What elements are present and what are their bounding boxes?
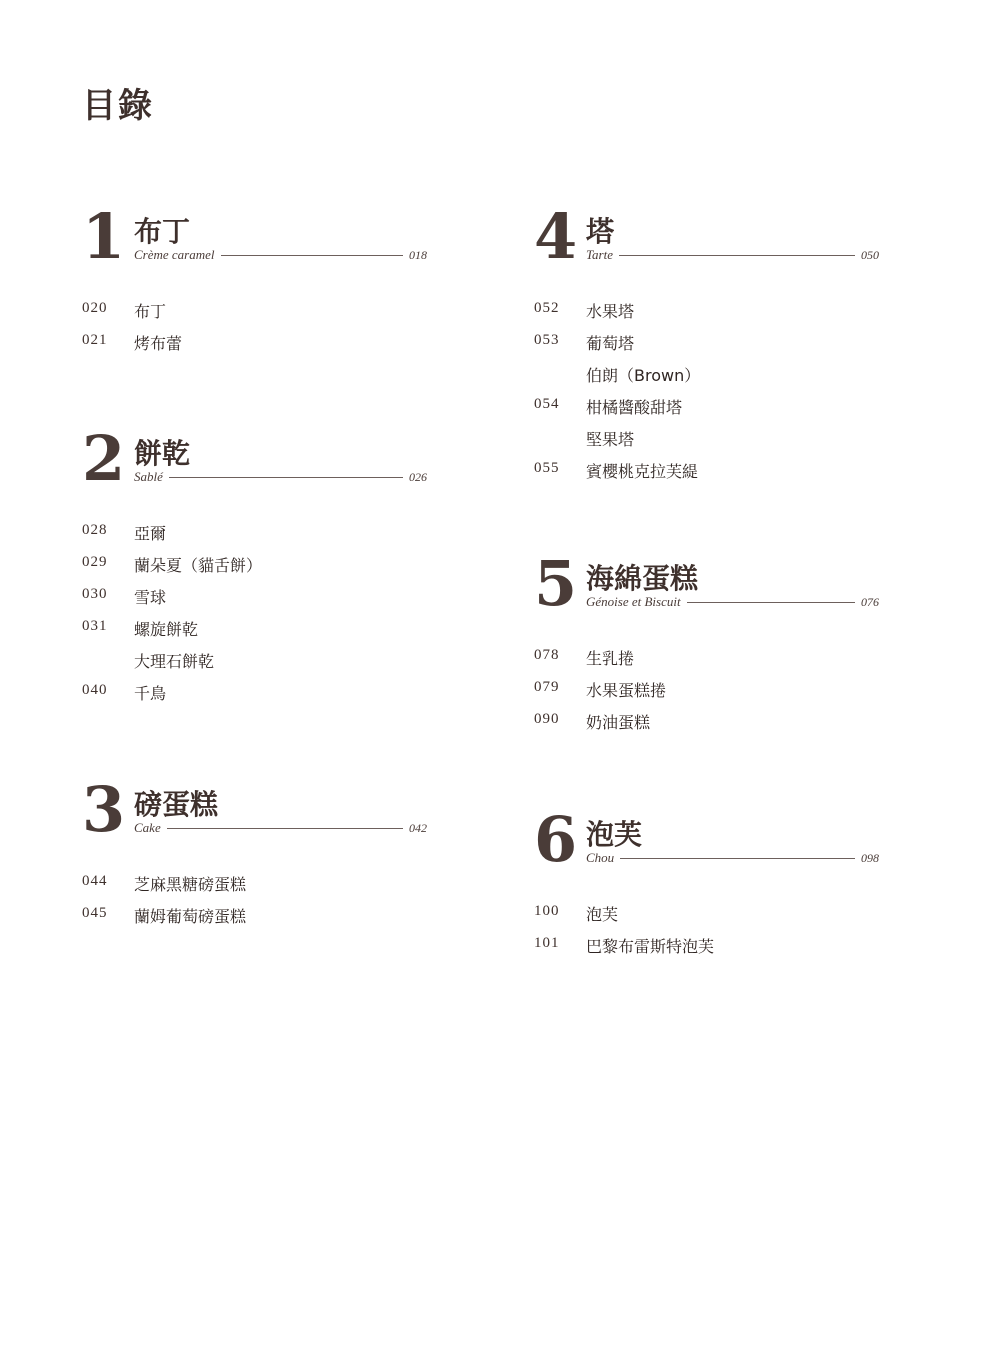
item-label: 葡萄塔	[586, 334, 635, 353]
list-item[interactable]	[82, 905, 427, 937]
list-item[interactable]	[82, 618, 427, 650]
item-label: 水果塔	[586, 302, 635, 321]
section-header[interactable]	[82, 422, 427, 495]
list-item[interactable]	[534, 935, 879, 967]
list-item[interactable]	[82, 522, 427, 554]
list-item[interactable]	[534, 300, 879, 332]
leader-line	[167, 828, 403, 829]
item-label: 水果蛋糕捲	[586, 681, 667, 700]
item-label: 亞爾	[134, 524, 167, 543]
list-item[interactable]	[534, 428, 879, 460]
item-page: 030	[82, 586, 108, 602]
section-header[interactable]	[82, 773, 427, 846]
section-title: 磅蛋糕	[134, 788, 219, 821]
item-list	[82, 522, 427, 714]
section-number: 1	[82, 200, 126, 273]
item-page: 052	[534, 300, 560, 316]
list-item[interactable]	[534, 711, 879, 743]
item-page: 090	[534, 711, 560, 727]
list-item[interactable]	[534, 903, 879, 935]
section-4	[534, 200, 879, 492]
section-header[interactable]	[82, 200, 427, 273]
section-number: 3	[82, 773, 126, 846]
item-page: 053	[534, 332, 560, 348]
section-subtitle: Chou	[586, 850, 615, 865]
list-item[interactable]	[534, 364, 879, 396]
item-label: 賓櫻桃克拉芙緹	[586, 462, 699, 481]
section-number: 4	[534, 200, 578, 273]
list-item[interactable]	[82, 873, 427, 905]
item-label: 芝麻黑糖磅蛋糕	[134, 875, 247, 894]
section-subtitle: Crème caramel	[134, 247, 215, 262]
section-header[interactable]	[534, 547, 879, 620]
section-1	[82, 200, 427, 364]
section-title: 塔	[586, 215, 615, 248]
leader-line	[687, 602, 855, 603]
item-page: 040	[82, 682, 108, 698]
item-page: 100	[534, 903, 560, 919]
leader-line	[620, 858, 855, 859]
item-page: 031	[82, 618, 108, 634]
item-list	[534, 647, 879, 743]
section-title: 餅乾	[134, 437, 191, 470]
list-item[interactable]	[534, 396, 879, 428]
section-title: 泡芙	[586, 818, 643, 851]
item-page: 021	[82, 332, 108, 348]
section-page: 042	[409, 820, 427, 835]
list-item[interactable]	[82, 554, 427, 586]
item-label: 蘭姆葡萄磅蛋糕	[134, 907, 247, 926]
item-label: 雪球	[134, 588, 167, 607]
section-page: 098	[861, 850, 879, 865]
section-5	[534, 547, 879, 743]
list-item[interactable]	[534, 460, 879, 492]
item-label: 奶油蛋糕	[586, 713, 651, 732]
section-subtitle: Génoise et Biscuit	[586, 594, 681, 609]
item-list	[534, 300, 879, 492]
item-label: 泡芙	[586, 905, 619, 924]
item-label: 大理石餅乾	[134, 652, 215, 671]
section-page: 026	[409, 469, 427, 484]
item-label: 蘭朵夏（貓舌餅）	[134, 556, 263, 575]
section-number: 2	[82, 422, 126, 495]
item-page: 054	[534, 396, 560, 412]
section-title: 海綿蛋糕	[586, 562, 699, 595]
list-item[interactable]	[82, 650, 427, 682]
list-item[interactable]	[82, 300, 427, 332]
item-page: 028	[82, 522, 108, 538]
list-item[interactable]	[534, 647, 879, 679]
section-subtitle: Tarte	[586, 247, 613, 262]
item-label: 巴黎布雷斯特泡芙	[586, 937, 715, 956]
item-label: 千鳥	[134, 684, 167, 703]
section-number: 5	[534, 547, 578, 620]
section-page: 018	[409, 247, 427, 262]
item-page: 079	[534, 679, 560, 695]
section-3	[82, 773, 427, 937]
item-page: 029	[82, 554, 108, 570]
item-label: 柑橘醬酸甜塔	[586, 398, 683, 417]
item-label: 生乳捲	[586, 649, 635, 668]
leader-line	[169, 477, 403, 478]
list-item[interactable]	[82, 586, 427, 618]
section-subtitle: Cake	[134, 820, 161, 835]
list-item[interactable]	[82, 332, 427, 364]
item-page: 078	[534, 647, 560, 663]
list-item[interactable]	[82, 682, 427, 714]
item-label: 螺旋餅乾	[134, 620, 199, 639]
list-item[interactable]	[534, 679, 879, 711]
item-page: 101	[534, 935, 560, 951]
section-subtitle: Sablé	[134, 469, 163, 484]
section-6	[534, 803, 879, 967]
item-label: 烤布蕾	[134, 334, 183, 353]
list-item[interactable]	[534, 332, 879, 364]
item-label: 伯朗（Brown）	[586, 366, 701, 385]
item-list	[82, 300, 427, 364]
section-page: 050	[861, 247, 879, 262]
section-page: 076	[861, 594, 879, 609]
item-label: 堅果塔	[586, 430, 635, 449]
leader-line	[619, 255, 855, 256]
item-label: 布丁	[134, 302, 167, 321]
item-page: 044	[82, 873, 108, 889]
leader-line	[221, 255, 403, 256]
item-page: 045	[82, 905, 108, 921]
item-page: 055	[534, 460, 560, 476]
section-header[interactable]	[534, 200, 879, 273]
section-2	[82, 422, 427, 714]
section-number: 6	[534, 803, 578, 876]
section-header[interactable]	[534, 803, 879, 876]
page-title: 目錄	[82, 86, 154, 126]
item-page: 020	[82, 300, 108, 316]
section-title: 布丁	[134, 215, 191, 248]
item-list	[534, 903, 879, 967]
item-list	[82, 873, 427, 937]
